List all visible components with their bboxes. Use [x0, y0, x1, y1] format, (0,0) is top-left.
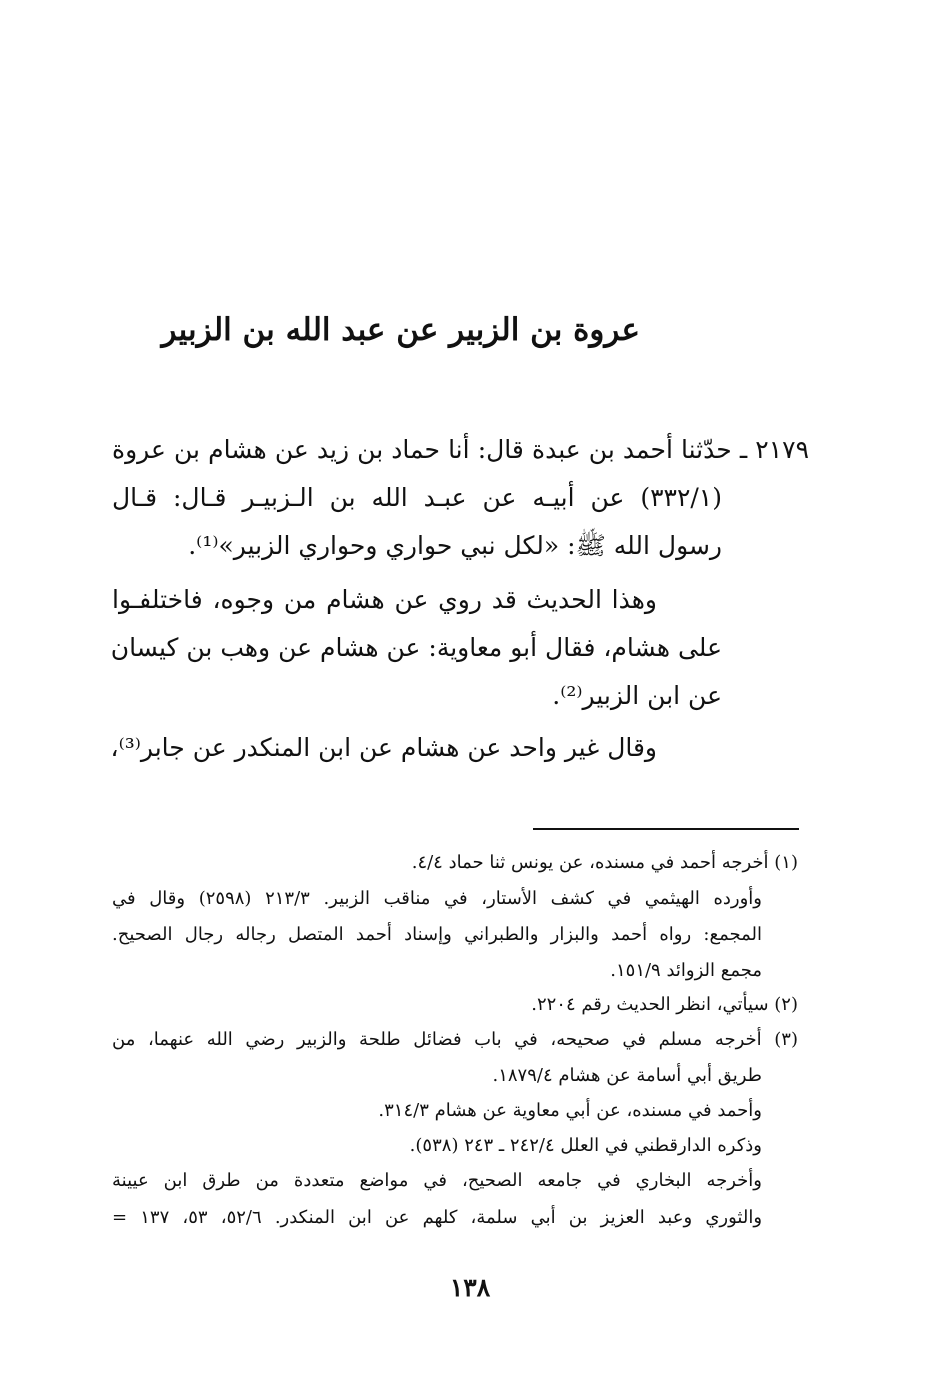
footnote-3-line-1: (٣) أخرجه مسلم في صحيحه، في باب فضائل طلحة والزبير رضي الله عنهما، من [112, 1029, 798, 1050]
hadith-line-3: رسول الله ﷺ: «لكل نبي حواري وحواري الزبير»⁽¹⁾. [188, 531, 722, 560]
page-number: ١٣٨ [449, 1273, 491, 1302]
footnote-1-line-2: وأورده الهيثمي في كشف الأستار، في مناقب الزبير. ٢١٣/٣ (٢٥٩٨) وقال في [112, 888, 762, 909]
footnote-separator [533, 828, 799, 830]
footnote-2-line-1: (٢) سيأتي، انظر الحديث رقم ٢٢٠٤. [531, 994, 798, 1015]
footnote-3-line-4: وذكره الدارقطني في العلل ٢٤٢/٤ ـ ٢٤٣ (٥٣٨). [409, 1135, 762, 1156]
footnote-1-line-1: (١) أخرجه أحمد في مسنده، عن يونس ثنا حماد ٤/٤. [411, 852, 798, 873]
footnote-1-line-4: مجمع الزوائد ١٥١/٩. [610, 960, 762, 981]
footnote-3-line-3: وأحمد في مسنده، عن أبي معاوية عن هشام ٣١٤/٣. [378, 1100, 762, 1121]
footnote-3-line-6: والثوري وعبد العزيز بن أبي سلمة، كلهم عن ابن المنكدر. ٥٢/٦، ٥٣، ١٣٧ = [112, 1207, 763, 1228]
hadith-line-1: ٢١٧٩ ـ حدّثنا أحمد بن عبدة قال: أنا حماد بن زيد عن هشام بن عروة [112, 435, 809, 464]
footnote-3-line-5: وأخرجه البخاري في جامعه الصحيح، في مواضع متعددة من طرق ابن عيينة [112, 1170, 762, 1191]
commentary-line-2: على هشام، فقال أبو معاوية: عن هشام عن وهب بن كيسان [110, 633, 722, 662]
commentary-line-4: وقال غير واحد عن هشام عن ابن المنكدر عن جابر⁽³⁾، [110, 733, 657, 762]
footnote-3-line-2: طريق أبي أسامة عن هشام ١٨٧٩/٤. [492, 1065, 762, 1086]
commentary-line-1: وهذا الحديث قد روي عن هشام من وجوه، فاختلفـوا [112, 585, 657, 614]
footnote-1-line-3: المجمع: رواه أحمد والبزار والطبراني وإسناد أحمد المتصل رجاله رجال الصحيح. [112, 924, 762, 945]
commentary-line-3: عن ابن الزبير⁽²⁾. [552, 681, 722, 710]
page-title: عروة بن الزبير عن عبد الله بن الزبير [161, 312, 640, 348]
hadith-line-2: (٣٣٢/١) عن أبيـه عن عبـد الله بن الـزبيـر قـال: قـال [112, 483, 722, 512]
